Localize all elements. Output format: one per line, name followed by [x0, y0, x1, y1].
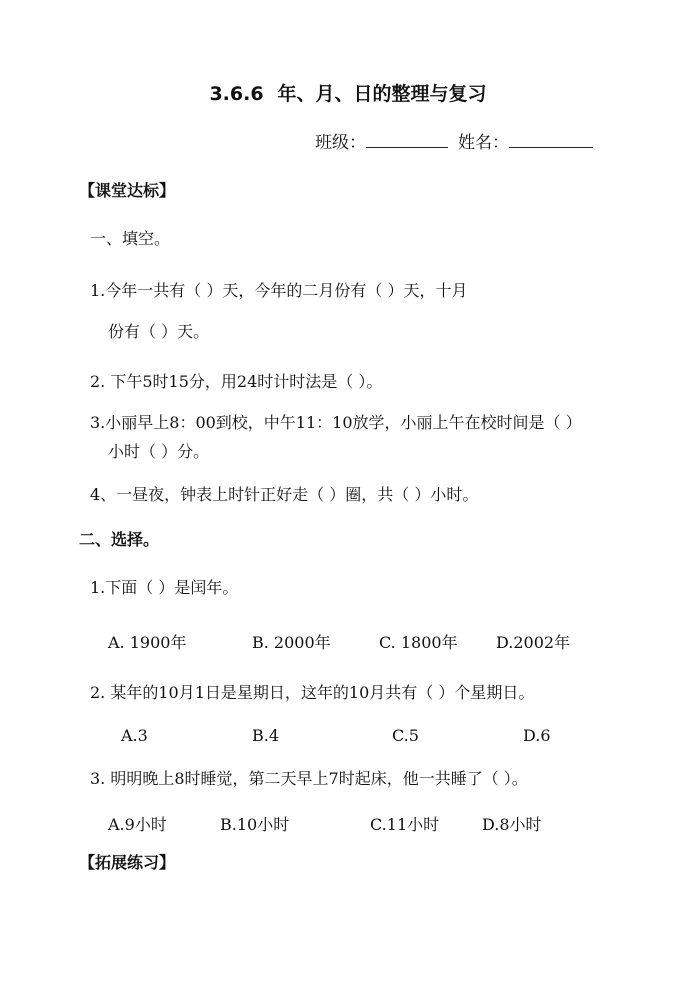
question-1-line-1: 1.今年一共有（ ）天，今年的二月份有（ ）天，十月 [90, 281, 468, 300]
choice-3-option-d: D.8小时 [482, 815, 542, 834]
section-practice-heading: 【课堂达标】 [79, 181, 176, 200]
choice-question-2: 2. 某年的10月1日是星期日，这年的10月共有（ ）个星期日。 [90, 683, 535, 702]
choice-1-option-d: D.2002年 [496, 633, 571, 652]
question-2: 2. 下午5时15分，用24时计时法是（ ）。 [90, 372, 383, 391]
choice-1-option-a: A. 1900年 [108, 633, 187, 652]
name-blank[interactable] [509, 133, 593, 148]
title-text: 年、月、日的整理与复习 [277, 83, 487, 105]
page-title [0, 79, 696, 106]
name-label: 姓名： [458, 133, 509, 153]
title-code: 3.6.6 [209, 83, 264, 105]
part1-heading: 一、填空。 [90, 229, 171, 248]
class-label: 班级： [315, 133, 366, 153]
part2-heading: 二、选择。 [79, 530, 160, 549]
choice-1-option-c: C. 1800年 [379, 633, 458, 652]
question-1-line-2: 份有（ ）天。 [108, 322, 210, 341]
choice-3-option-c: C.11小时 [370, 815, 440, 834]
question-4: 4、一昼夜，钟表上时针正好走（ ）圈，共（ ）小时。 [90, 485, 479, 504]
choice-2-option-b: B.4 [252, 726, 280, 745]
choice-2-option-c: C.5 [392, 726, 419, 745]
section-extension-heading: 【拓展练习】 [79, 853, 176, 872]
choice-question-3: 3. 明明晚上8时睡觉，第二天早上7时起床，他一共睡了（ ）。 [90, 769, 528, 788]
class-blank[interactable] [366, 133, 448, 148]
choice-3-option-a: A.9小时 [108, 815, 167, 834]
choice-1-option-b: B. 2000年 [252, 633, 331, 652]
choice-3-option-b: B.10小时 [220, 815, 290, 834]
question-3-line-1: 3.小丽早上8：00到校，中午11：10放学，小丽上午在校时间是（ ） [90, 413, 582, 432]
choice-2-option-a: A.3 [121, 726, 148, 745]
choice-2-option-d: D.6 [523, 726, 551, 745]
student-info [315, 128, 593, 153]
choice-question-1: 1.下面（ ）是闰年。 [90, 578, 239, 597]
question-3-line-2: 小时（ ）分。 [108, 442, 210, 461]
